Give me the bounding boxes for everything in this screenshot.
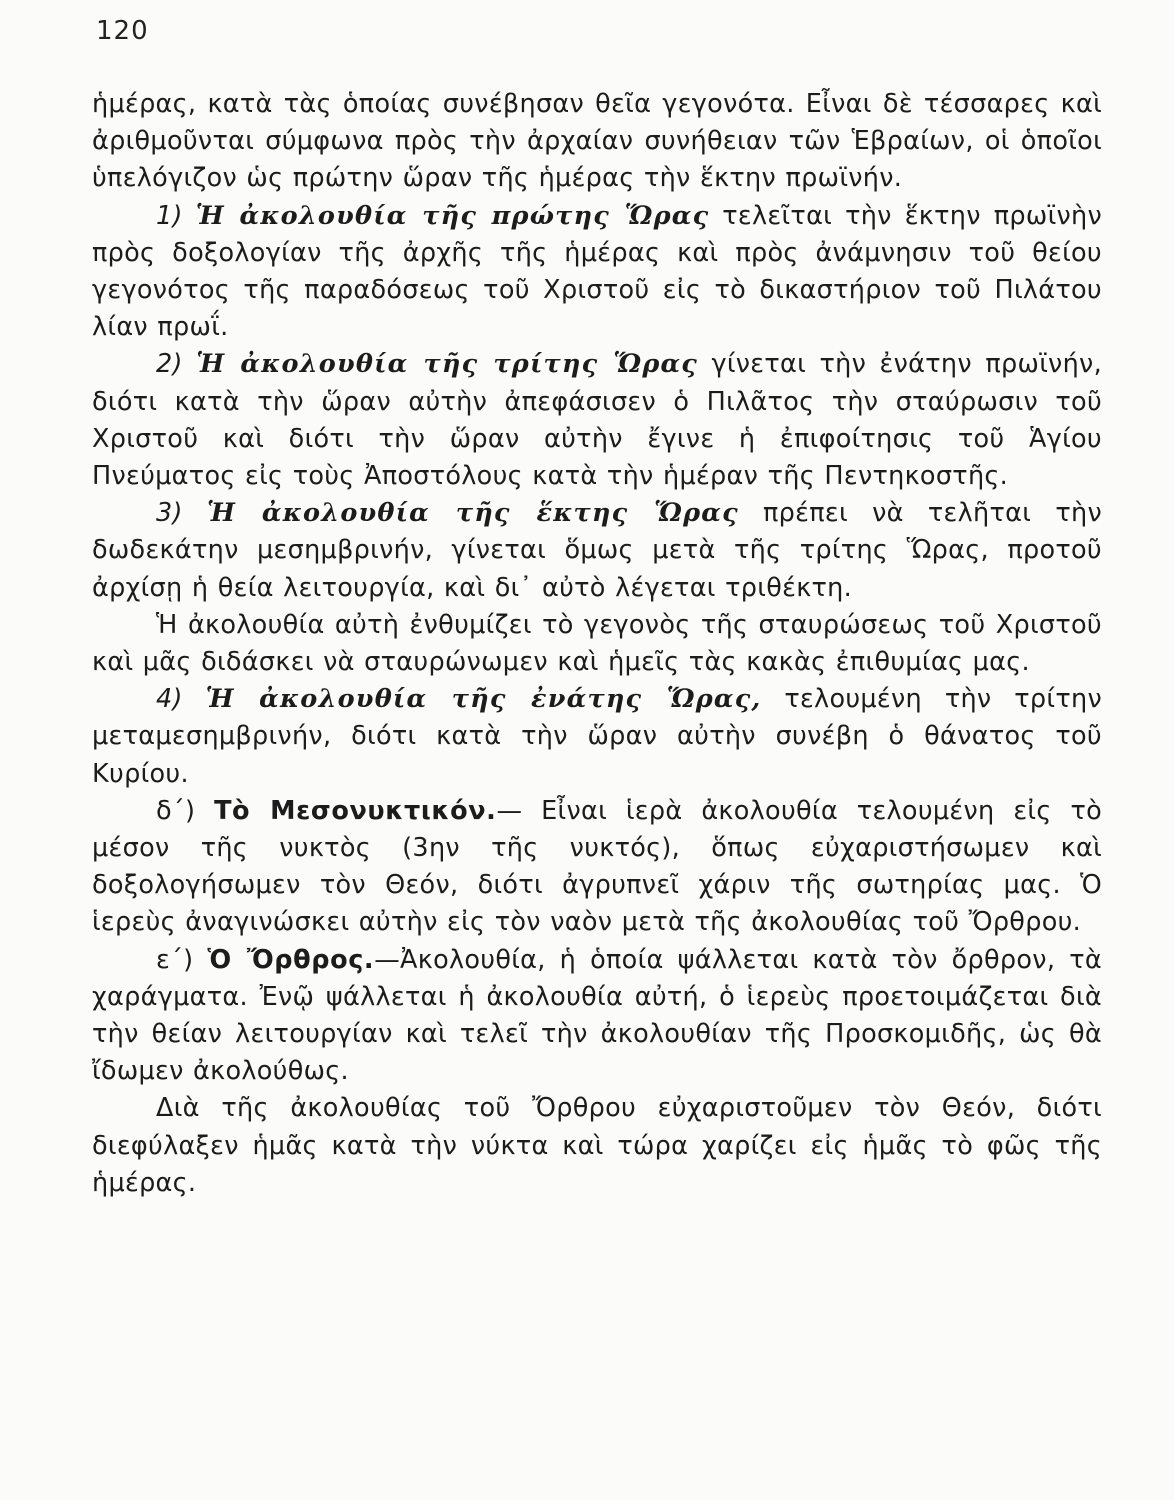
- paragraph-text: Ἡ ἀκολουθία αὐτὴ ἐνθυμίζει τὸ γεγονὸς τῆς σταυρώσεως τοῦ Χριστοῦ καὶ μᾶς διδάσκει νὰ σταυρώνωμεν καὶ ἡμεῖς τὰς κακὰς ἐπιθυμίας μας.: [92, 609, 1102, 678]
- section-heading-first-hour: Ἡ ἀκολουθία τῆς πρώτης Ὥρας: [195, 200, 710, 231]
- paragraph-text: Διὰ τῆς ἀκολουθίας τοῦ Ὄρθρου εὐχαριστοῦμεν τὸν Θεόν, διότι διεφύλαξεν ἡμᾶς κατὰ τὴν νύκτα καὶ τώρα χαρίζει εἰς ἡμᾶς τὸ φῶς τῆς ἡμέρας.: [92, 1093, 1102, 1198]
- section-heading-ninth-hour: Ἡ ἀκολουθία τῆς ἐνάτης Ὥρας,: [205, 684, 762, 715]
- paragraph-sixth-hour-meaning: [92, 607, 1102, 681]
- paragraph-text: γίνεται τὴν ἐνάτην πρωϊνήν, διότι κατὰ τὴν ὥραν αὐτὴν ἀπεφάσισεν ὁ Πιλᾶτος τὴν σταύρωσιν τοῦ Χριστοῦ καὶ διότι τὴν ὥραν αὐτὴν ἔγινε ἡ ἐπιφοίτησις τοῦ Ἁγίου Πνεύματος εἰς τοὺς Ἀποστόλους κατὰ τὴν ἡμέραν τῆς Πεντηκοστῆς.: [92, 349, 1103, 492]
- section-label: ε΄): [156, 944, 194, 975]
- list-number: 4): [156, 684, 183, 715]
- paragraph-text: τελεῖται τὴν ἕκτην πρωϊνὴν πρὸς δοξολογίαν τῆς ἀρχῆς τῆς ἡμέρας καὶ πρὸς ἀνάμνησιν τοῦ θείου γεγονότος τῆς παραδόσεως τοῦ Χριστοῦ εἰς τὸ δικαστήριον τοῦ Πιλάτου λίαν πρωΐ.: [92, 200, 1102, 343]
- page-body-text: [92, 86, 1102, 1202]
- paragraph-midnight-office: [92, 793, 1102, 942]
- section-heading-midnight-office: Τὸ Μεσονυκτικόν.: [214, 795, 497, 826]
- list-number: 1): [156, 200, 183, 231]
- section-heading-sixth-hour: Ἡ ἀκολουθία τῆς ἕκτης Ὥρας: [206, 498, 739, 529]
- paragraph-text: —Ἀκολουθία, ἡ ὁποία ψάλλεται κατὰ τὸν ὄρθρον, τὰ χαράγματα. Ἐνῷ ψάλλεται ἡ ἀκολουθία αὐτή, ὁ ἱερεὺς προετοιμάζεται διὰ τὴν θείαν λειτουργίαν καὶ τελεῖ τὴν ἀκολουθίαν τῆς Προσκομιδῆς, ὡς θὰ ἴδωμεν ἀκολούθως.: [92, 944, 1102, 1087]
- paragraph-third-hour: [92, 346, 1102, 495]
- paragraph-sixth-hour: [92, 495, 1102, 607]
- paragraph-text: τελουμένη τὴν τρίτην μεταμεσημβρινήν, διότι κατὰ τὴν ὥραν αὐτὴν συνέβη ὁ θάνατος τοῦ Κυρίου.: [92, 684, 1103, 789]
- paragraph-first-hour: [92, 198, 1102, 347]
- paragraph-text: ἡμέρας, κατὰ τὰς ὁποίας συνέβησαν θεῖα γεγονότα. Εἶναι δὲ τέσσαρες καὶ ἀριθμοῦνται σύμφωνα πρὸς τὴν ἀρχαίαν συνήθειαν τῶν Ἑβραίων, οἱ ὁποῖοι ὑπελόγιζον ὡς πρώτην ὥραν τῆς ἡμέρας τὴν ἕκτην πρωϊνήν.: [92, 89, 1102, 194]
- page-number: 120: [96, 16, 149, 46]
- list-number: 2): [156, 349, 183, 380]
- paragraph-text: — Εἶναι ἱερὰ ἀκολουθία τελουμένη εἰς τὸ μέσον τῆς νυκτὸς (3ην τῆς νυκτός), ὅπως εὐχαριστήσωμεν καὶ δοξολογήσωμεν τὸν Θεόν, διότι ἀγρυπνεῖ χάριν τῆς σωτηρίας μας. Ὁ ἱερεὺς ἀναγινώσκει αὐτὴν εἰς τὸν ναὸν μετὰ τῆς ἀκολουθίας τοῦ Ὄρθρου.: [92, 795, 1103, 938]
- section-heading-orthros: Ὁ Ὄρθρος.: [207, 944, 375, 975]
- paragraph-orthros: [92, 942, 1102, 1091]
- section-label: δ΄): [156, 795, 196, 826]
- paragraph-orthros-meaning: [92, 1090, 1102, 1202]
- paragraph-text: πρέπει νὰ τελῆται τὴν δωδεκάτην μεσημβρινήν, γίνεται ὅμως μετὰ τῆς τρίτης Ὥρας, προτοῦ ἀρχίσῃ ἡ θεία λειτουργία, καὶ δι᾽ αὐτὸ λέγεται τριθέκτη.: [92, 498, 1102, 603]
- section-heading-third-hour: Ἡ ἀκολουθία τῆς τρίτης Ὥρας: [196, 349, 699, 380]
- paragraph-intro-continuation: [92, 86, 1102, 198]
- paragraph-ninth-hour: [92, 681, 1102, 793]
- list-number: 3): [156, 498, 183, 529]
